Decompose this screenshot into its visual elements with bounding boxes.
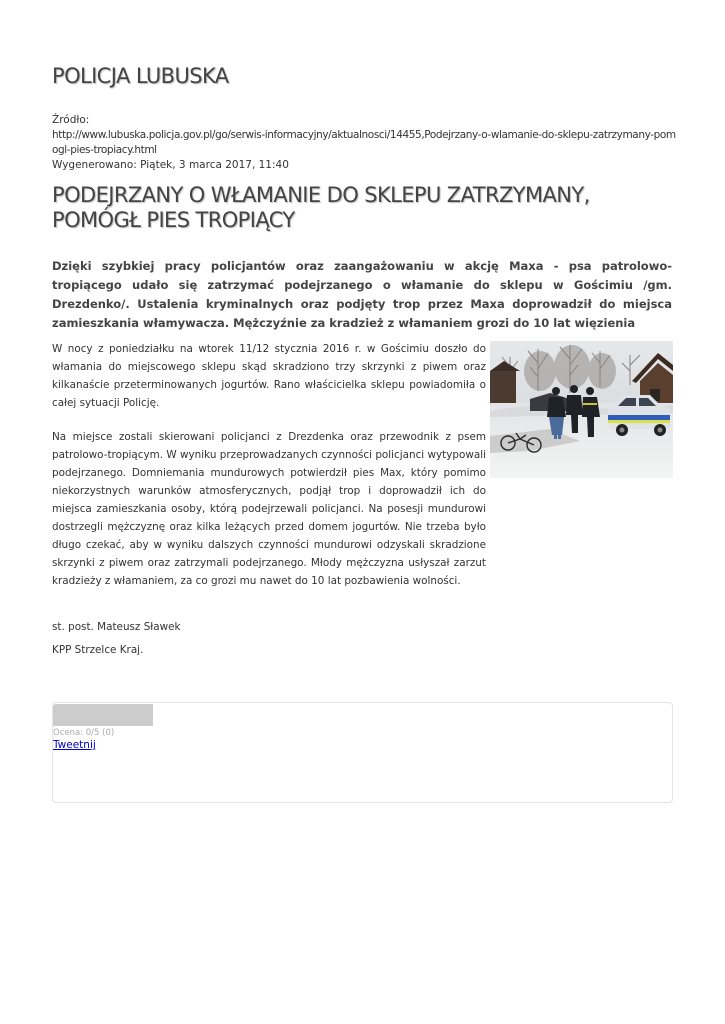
article-photo — [490, 341, 673, 478]
article-body — [52, 340, 486, 606]
rating-stars-bar[interactable] — [53, 704, 153, 726]
source-url: http://www.lubuska.policja.gov.pl/go/serwis-informacyjny/aktualnosci/14455,Podejrzany-o-wlamanie-do-sklepu-zatrzymany-pomogl-pies-tropiacy.html — [52, 129, 676, 156]
rating-box — [52, 702, 673, 803]
article-title: PODEJRZANY O WŁAMANIE DO SKLEPU ZATRZYMANY, POMÓGŁ PIES TROPIĄCY — [52, 183, 590, 232]
article-paragraph-2: Na miejsce zostali skierowani policjanci z Drezdenka oraz przewodnik z psem patrolowo-tropiącym. W wyniku przeprowadzanych czynności policjanci wytypowali podejrzanego. Domniemania mundurowych potwierdził pies Max, który pomimo niekorzystnych warunków atmosferycznych, podjął trop i doprowadził ich do miejsca zamieszkania osoby, którą podejrzewali policjanci. Na posesji mundurowi dostrzegli mężczyznę oraz kilka leżących przed domem jogurtów. Nie trzeba było długo czekać, aby w wyniku dalszych czynności mundurowi odzyskali skradzione skrzynki z piwem oraz zatrzymali podejrzanego. Młody mężczyzna usłyszał zarzut kradzieży z włamaniem, za co grozi mu nawet do 10 lat pozbawienia wolności. — [52, 431, 486, 587]
article-author: st. post. Mateusz Sławek — [52, 621, 181, 633]
tweet-link[interactable]: Tweetnij — [53, 739, 96, 751]
site-title: POLICJA LUBUSKA — [52, 64, 229, 88]
source-meta — [52, 113, 677, 173]
article-unit: KPP Strzelce Kraj. — [52, 644, 144, 656]
police-dog-photo — [490, 341, 673, 478]
article-paragraph-1: W nocy z poniedziałku na wtorek 11/12 stycznia 2016 r. w Gościmiu doszło do włamania do miejscowego sklepu skąd skradziono trzy skrzynki z piwem oraz kilkanaście przeterminowanych jogurtów. Rano właścicielka sklepu powiadomiła o całej sytuacji Policję. — [52, 343, 486, 409]
generated-date: Wygenerowano: Piątek, 3 marca 2017, 11:40 — [52, 159, 289, 171]
source-label: Źródło: — [52, 114, 90, 126]
rating-text: Ocena: 0/5 (0) — [53, 728, 115, 738]
article-lead: Dzięki szybkiej pracy policjantów oraz zaangażowaniu w akcję Maxa - psa patrolowo-tropiącego udało się zatrzymać podejrzanego o włamanie do sklepu w Gościmiu /gm. Drezdenko/. Ustalenia kryminalnych oraz podjęty trop przez Maxa doprowadził do miejsca zamieszkania włamywacza. Mężczyźnie za kradzież z włamaniem grozi do 10 lat więzienia — [52, 259, 672, 330]
